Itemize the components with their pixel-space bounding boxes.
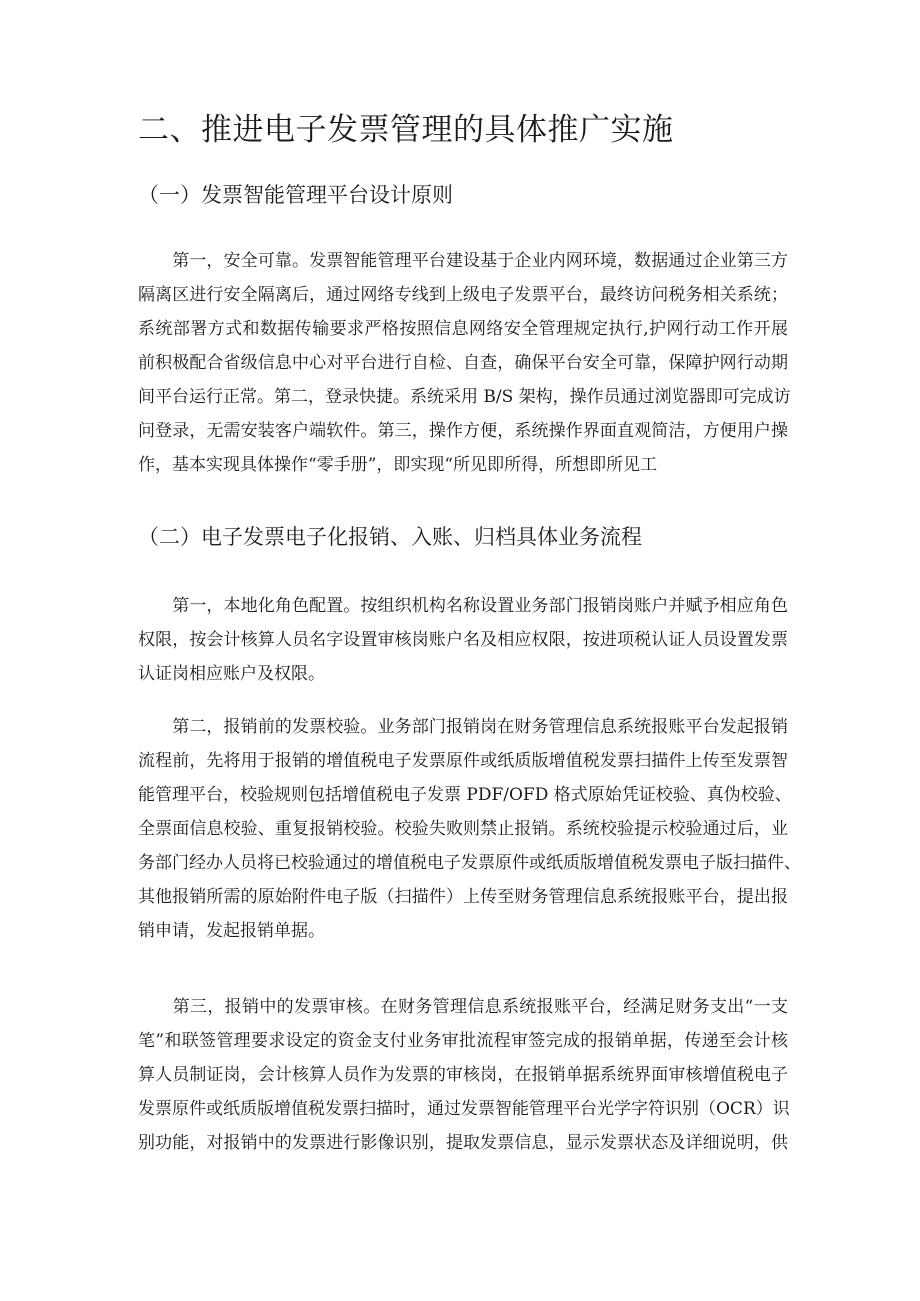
text-line: 别功能，对报销中的发票进行影像识别，提取发票信息，显示发票状态及详细说明，供 — [138, 1133, 788, 1153]
text-line: 务部门经办人员将已校验通过的增值税电子发票原件或纸质版增值税发票电子版扫描件、 — [138, 853, 801, 873]
text-line: 系统部署方式和数据传输要求严格按照信息网络安全管理规定执行,护网行动工作开展 — [138, 319, 788, 339]
paragraph-design-principles — [138, 244, 791, 482]
text-line: 问登录，无需安装客户端软件。第三，操作方便，系统操作界面直观简洁，方便用户操 — [138, 421, 788, 441]
text-line: 其他报销所需的原始附件电子版（扫描件）上传至财务管理信息系统报账平台，提出报 — [138, 887, 788, 907]
text-line: 作，基本实现具体操作“零手册”，即实现“所见即所得，所想即所见工 — [138, 455, 658, 475]
section-heading-design-principles: （一）发票智能管理平台设计原则 — [138, 183, 453, 207]
text-line: 全票面信息校验、重复报销校验。校验失败则禁止报销。系统校验提示校验通过后，业 — [138, 819, 788, 839]
paragraph-role-config — [138, 589, 788, 691]
text-line: 第二，报销前的发票校验。业务部门报销岗在财务管理信息系统报账平台发起报销 — [138, 717, 788, 737]
page-title: 二、推进电子发票管理的具体推广实施 — [138, 112, 674, 148]
text-line: 认证岗相应账户及权限。 — [138, 664, 325, 684]
paragraph-invoice-audit — [138, 990, 788, 1160]
text-line: 隔离区进行安全隔离后，通过网络专线到上级电子发票平台，最终访问税务相关系统； — [138, 285, 788, 305]
text-line: 前积极配合省级信息中心对平台进行自检、自查，确保平台安全可靠，保障护网行动期 — [138, 353, 788, 373]
text-line: 间平台运行正常。第二，登录快捷。系统采用 B/S 架构，操作员通过浏览器即可完成访 — [138, 387, 791, 407]
paragraph-pre-reimbursement-check — [138, 710, 801, 948]
text-line: 流程前，先将用于报销的增值税电子发票原件或纸质版增值税发票扫描件上传至发票智 — [138, 751, 788, 771]
text-line: 第一，安全可靠。发票智能管理平台建设基于企业内网环境，数据通过企业第三方 — [138, 251, 788, 271]
text-line: 笔”和联签管理要求设定的资金支付业务审批流程审签完成的报销单据，传递至会计核 — [138, 1031, 788, 1051]
text-line: 能管理平台，校验规则包括增值税电子发票 PDF/OFD 格式原始凭证校验、真伪校验、 — [138, 785, 792, 805]
text-line: 第一，本地化角色配置。按组织机构名称设置业务部门报销岗账户并赋予相应角色 — [138, 596, 788, 616]
text-line: 销申请，发起报销单据。 — [138, 921, 325, 941]
text-line: 算人员制证岗，会计核算人员作为发票的审核岗，在报销单据系统界面审核增值税电子 — [138, 1065, 788, 1085]
text-line: 发票原件或纸质版增值税发票扫描时，通过发票智能管理平台光学字符识别（OCR）识 — [138, 1099, 790, 1119]
section-heading-business-process: （二）电子发票电子化报销、入账、归档具体业务流程 — [138, 525, 642, 549]
text-line: 第三，报销中的发票审核。在财务管理信息系统报账平台，经满足财务支出“一支 — [138, 997, 788, 1017]
text-line: 权限，按会计核算人员名字设置审核岗账户名及相应权限，按进项税认证人员设置发票 — [138, 630, 788, 650]
